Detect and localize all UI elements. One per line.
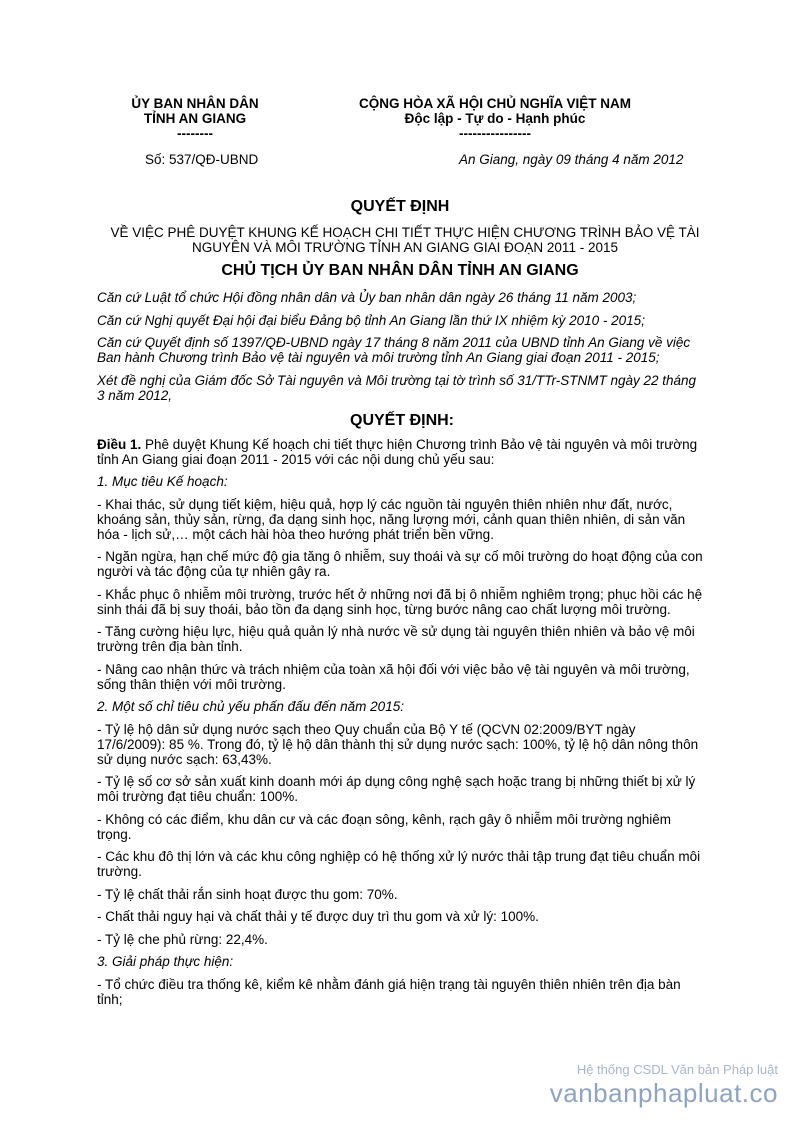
decision-heading: QUYẾT ĐỊNH:: [350, 411, 454, 429]
list-item: - Khai thác, sử dụng tiết kiệm, hiệu quả, hợp lý các nguồn tài nguyên thiên nhiên như đất, nước, khoáng sản, thủy sản, rừng, đa dạng sinh học, năng lượng mới, cảnh quan thiên nhiên, di sản văn hóa - lịch sử,… một cách hài hòa theo hướng phát triển bền vững.: [97, 496, 686, 542]
watermark-caption: Hệ thống CSDL Văn bản Pháp luật: [576, 1062, 778, 1077]
motto: Độc lập - Tự do - Hạnh phúc: [404, 111, 586, 126]
list-item: - Nâng cao nhận thức và trách nhiệm của toàn xã hội đối với việc bảo vệ tài nguyên và môi trường, sống thân thiện với môi trường.: [97, 661, 690, 692]
issuing-authority: [115, 96, 275, 141]
section-1-heading: 1. Mục tiêu Kế hoạch:: [97, 474, 228, 489]
preamble-item: Căn cứ Luật tổ chức Hội đồng nhân dân và Ủy ban nhân dân ngày 26 tháng 11 năm 2003;: [97, 290, 637, 305]
document-subtitle: VỀ VIỆC PHÊ DUYỆT KHUNG KẾ HOẠCH CHI TIẾT THỰC HIỆN CHƯƠNG TRÌNH BẢO VỆ TÀI NGUYÊN VÀ MÔI TRƯỜNG TỈNH AN GIANG GIAI ĐOẠN 2011 - 2015: [110, 225, 700, 255]
section-2-heading: 2. Một số chỉ tiêu chủ yếu phấn đấu đến năm 2015:: [97, 699, 404, 714]
list-item: - Không có các điểm, khu dân cư và các đoạn sông, kênh, rạch gây ô nhiễm môi trường nghiêm trọng.: [97, 811, 671, 842]
list-item: - Tỷ lệ hộ dân sử dụng nước sạch theo Quy chuẩn của Bộ Y tế (QCVN 02:2009/BYT ngày 17/6/2009): 85 %. Trong đó, tỷ lệ hộ dân thành thị sử dụng nước sạch: 100%, tỷ lệ hộ dân nông thôn sử dụng nước sạch: 63,43%.: [97, 721, 699, 767]
list-item: - Các khu đô thị lớn và các khu công nghiệp có hệ thống xử lý nước thải tập trung đạt tiêu chuẩn môi trường.: [97, 849, 701, 879]
issuer-heading: CHỦ TỊCH ỦY BAN NHÂN DÂN TỈNH AN GIANG: [221, 262, 579, 279]
watermark-site[interactable]: vanbanphapluat.co: [549, 1078, 778, 1108]
list-item: - Chất thải nguy hại và chất thải y tế được duy trì thu gom và xử lý: 100%.: [97, 909, 539, 924]
list-item: - Tỷ lệ che phủ rừng: 22,4%.: [97, 931, 268, 947]
document-date: An Giang, ngày 09 tháng 4 năm 2012: [459, 152, 684, 167]
list-item: - Tỷ lệ số cơ sở sản xuất kinh doanh mới áp dụng công nghệ sạch hoặc trang bị những thiết bị xử lý môi trường đạt tiêu chuẩn: 100%.: [97, 774, 696, 804]
preamble-item: Căn cứ Quyết định số 1397/QĐ-UBND ngày 17 tháng 8 năm 2011 của UBND tỉnh An Giang về việc Ban hành Chương trình Bảo vệ tài nguyên và môi trường tỉnh An Giang giai đoạn 2011 - 2015;: [97, 335, 691, 365]
list-item: - Tăng cường hiệu lực, hiệu quả quản lý nhà nước về sử dụng tài nguyên thiên nhiên và bảo vệ môi trường trên địa bàn tỉnh.: [97, 624, 695, 654]
list-item: - Ngăn ngừa, hạn chế mức độ gia tăng ô nhiễm, suy thoái và sự cố môi trường do hoạt động của con người và tác động của tự nhiên gây ra.: [97, 549, 703, 579]
country-name: CỘNG HÒA XÃ HỘI CHỦ NGHĨA VIỆT NAM: [358, 96, 631, 111]
list-item: - Tổ chức điều tra thống kê, kiểm kê nhằm đánh giá hiện trạng tài nguyên thiên nhiên trên địa bàn tỉnh;: [97, 976, 681, 1007]
authority-line-1: ỦY BAN NHÂN DÂN: [131, 96, 259, 111]
preamble-item: Xét đề nghị của Giám đốc Sở Tài nguyên và Môi trường tại tờ trình số 31/TTr-STNMT ngày 22 tháng 3 năm 2012,: [97, 372, 697, 403]
national-motto: [330, 96, 660, 141]
list-item: - Tỷ lệ chất thải rắn sinh hoạt được thu gom: 70%.: [97, 886, 398, 902]
authority-line-2: TỈNH AN GIANG: [143, 111, 247, 126]
article-1-text: Phê duyệt Khung Kế hoạch chi tiết thực hiện Chương trình Bảo vệ tài nguyên và môi trường tỉnh An Giang giai đoạn 2011 - 2015 với các nội dung chủ yếu sau:: [97, 436, 698, 467]
article-1-label: Điều 1.: [97, 436, 142, 452]
section-3-heading: 3. Giải pháp thực hiện:: [97, 954, 234, 969]
motto-divider: ----------------: [459, 126, 531, 141]
document-title: QUYẾT ĐỊNH: [350, 198, 450, 215]
document-number: Số: 537/QĐ-UBND: [145, 152, 259, 167]
document-body: [97, 290, 707, 1014]
authority-divider: --------: [177, 126, 213, 141]
preamble-item: Căn cứ Nghị quyết Đại hội đại biểu Đảng bộ tỉnh An Giang lần thứ IX nhiệm kỳ 2010 - 2015;: [97, 312, 645, 328]
article-1: [97, 437, 707, 467]
list-item: - Khắc phục ô nhiễm môi trường, trước hết ở những nơi đã bị ô nhiễm nghiêm trọng; phục hồi các hệ sinh thái đã bị suy thoái, bảo tồn đa dạng sinh học, từng bước nâng cao chất lượng môi trường.: [97, 586, 703, 617]
